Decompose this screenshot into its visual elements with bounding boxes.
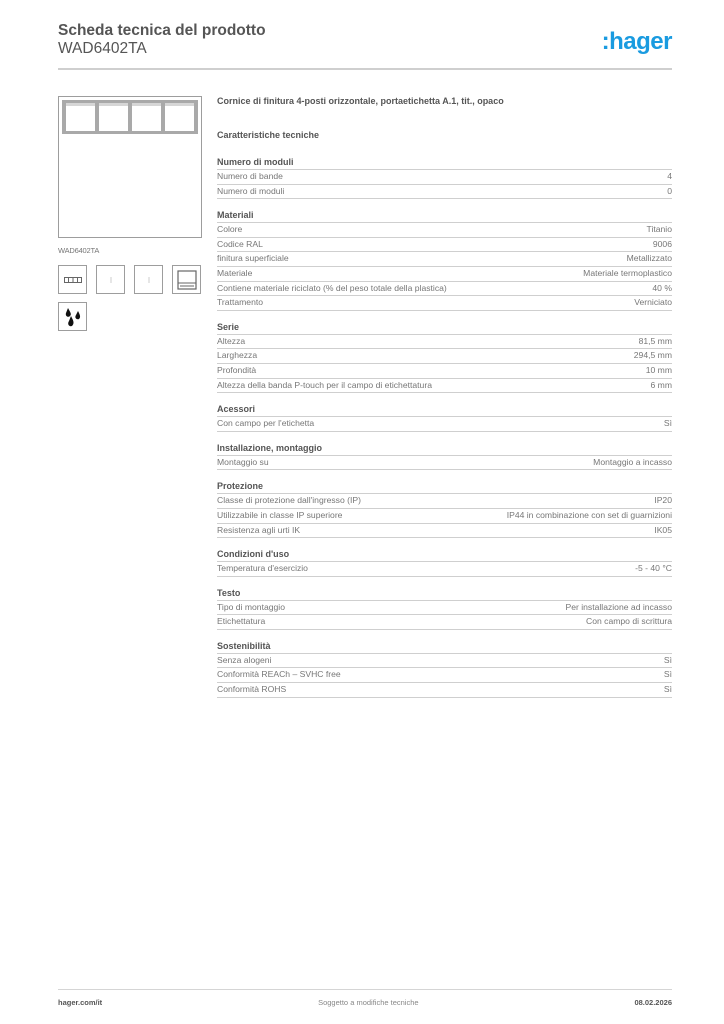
characteristics-heading: Caratteristiche tecniche: [217, 130, 320, 140]
section-title: Protezione: [217, 480, 672, 494]
spec-row: [217, 349, 672, 364]
spec-row: [217, 296, 672, 311]
spec-row: [217, 417, 672, 432]
spec-value: Verniciato: [634, 297, 672, 308]
spec-section: [217, 442, 672, 471]
spec-row: [217, 335, 672, 350]
section-title: Sostenibilità: [217, 640, 672, 654]
section-title: Acessori: [217, 403, 672, 417]
spec-row: [217, 252, 672, 267]
spec-section: [217, 403, 672, 432]
frame-slot: [165, 103, 194, 131]
spec-value: 40 %: [652, 282, 672, 293]
product-description: Cornice di finitura 4-posti orizzontale, portaetichetta A.1, tit., opaco: [217, 96, 504, 106]
spec-row: [217, 494, 672, 509]
footer-date: 08.02.2026: [634, 998, 672, 1007]
spec-label: Numero di moduli: [217, 185, 285, 196]
blank-module-icon: [96, 265, 125, 294]
frame-slot: [132, 103, 161, 131]
header-divider: [58, 68, 672, 70]
product-image-panel: [58, 96, 202, 331]
spec-section: [217, 209, 672, 311]
spec-row: [217, 379, 672, 394]
spec-label: Etichettatura: [217, 616, 266, 627]
spec-value: 10 mm: [645, 364, 672, 375]
water-drops-icon: [58, 302, 87, 331]
hager-logo: :hager: [601, 28, 672, 55]
page-header: [58, 22, 672, 70]
section-title: Serie: [217, 321, 672, 335]
spec-row: [217, 185, 672, 200]
spec-value: 6 mm: [650, 379, 672, 390]
spec-value: Montaggio a incasso: [593, 456, 672, 467]
section-title: Materiali: [217, 209, 672, 223]
frame-slot: [99, 103, 128, 131]
spec-row: [217, 282, 672, 297]
blank-module-icon: [134, 265, 163, 294]
spec-row: [217, 524, 672, 539]
spec-value: Con campo di scrittura: [586, 616, 672, 627]
spec-row: [217, 456, 672, 471]
spec-label: Materiale: [217, 267, 253, 278]
spec-label: Utilizzabile in classe IP superiore: [217, 509, 343, 520]
spec-value: Sì: [663, 418, 672, 429]
footer-divider: [58, 989, 672, 990]
spec-label: Tipo di montaggio: [217, 601, 285, 612]
spec-row: [217, 562, 672, 577]
spec-label: Temperatura d'esercizio: [217, 563, 308, 574]
spec-section: [217, 156, 672, 199]
spec-value: Sì: [663, 654, 672, 665]
spec-label: Conformità REACh – SVHC free: [217, 669, 341, 680]
page-footer: [58, 998, 672, 1007]
frame-4-modules-icon: [58, 265, 87, 294]
spec-value: IP20: [654, 495, 672, 506]
spec-section: [217, 587, 672, 630]
spec-value: IP44 in combinazione con set di guarnizioni: [506, 509, 672, 520]
spec-row: [217, 668, 672, 683]
spec-row: [217, 509, 672, 524]
spec-row: [217, 170, 672, 185]
spec-value: 9006: [652, 238, 672, 249]
spec-section: [217, 480, 672, 538]
footer-website[interactable]: hager.com/it: [58, 998, 103, 1007]
spec-label: finitura superficiale: [217, 253, 289, 264]
spec-value: Materiale termoplastico: [583, 267, 672, 278]
spec-label: Montaggio su: [217, 456, 269, 467]
spec-value: IK05: [654, 524, 672, 535]
label-holder-icon: [172, 265, 201, 294]
spec-label: Altezza della banda P-touch per il campo di etichettatura: [217, 379, 432, 390]
spec-row: [217, 223, 672, 238]
spec-section: [217, 548, 672, 577]
spec-label: Classe di protezione dall'ingresso (IP): [217, 495, 361, 506]
spec-row: [217, 364, 672, 379]
spec-value: Per installazione ad incasso: [565, 601, 672, 612]
spec-label: Con campo per l'etichetta: [217, 418, 315, 429]
spec-value: 0: [667, 185, 672, 196]
spec-row: [217, 654, 672, 669]
spec-section: [217, 321, 672, 393]
section-title: Numero di moduli: [217, 156, 672, 170]
spec-value: Titanio: [646, 224, 672, 235]
spec-row: [217, 683, 672, 698]
spec-row: [217, 238, 672, 253]
spec-value: Metallizzato: [626, 253, 672, 264]
spec-value: Sì: [663, 669, 672, 680]
spec-label: Colore: [217, 224, 243, 235]
product-image: [58, 96, 202, 238]
section-title: Testo: [217, 587, 672, 601]
document-title: Scheda tecnica del prodotto: [58, 22, 266, 39]
frame-slot: [66, 103, 95, 131]
image-caption: WAD6402TA: [58, 246, 100, 255]
spec-value: 81,5 mm: [638, 335, 672, 346]
spec-label: Trattamento: [217, 297, 264, 308]
spec-sections: [217, 156, 672, 698]
spec-label: Codice RAL: [217, 238, 263, 249]
spec-row: [217, 615, 672, 630]
spec-label: Conformità ROHS: [217, 684, 287, 695]
spec-label: Altezza: [217, 335, 246, 346]
spec-label: Profondità: [217, 364, 257, 375]
section-title: Installazione, montaggio: [217, 442, 672, 456]
spec-value: -5 - 40 °C: [635, 563, 672, 574]
footer-note: Soggetto a modifiche tecniche: [318, 998, 419, 1007]
spec-row: [217, 601, 672, 616]
frame-illustration: [62, 100, 198, 134]
spec-label: Senza alogeni: [217, 654, 272, 665]
product-code: WAD6402TA: [58, 40, 147, 57]
spec-label: Contiene materiale riciclato (% del peso totale della plastica): [217, 282, 447, 293]
spec-value: Sì: [663, 684, 672, 695]
section-title: Condizioni d'uso: [217, 548, 672, 562]
spec-label: Numero di bande: [217, 171, 283, 181]
spec-label: Larghezza: [217, 350, 258, 361]
spec-label: Resistenza agli urti IK: [217, 524, 301, 535]
spec-section: [217, 640, 672, 698]
spec-value: 294,5 mm: [633, 350, 672, 361]
spec-value: 4: [667, 171, 672, 181]
technical-specs: [217, 96, 672, 708]
feature-icons-row2: [58, 302, 202, 331]
feature-icons: [58, 265, 202, 294]
spec-row: [217, 267, 672, 282]
